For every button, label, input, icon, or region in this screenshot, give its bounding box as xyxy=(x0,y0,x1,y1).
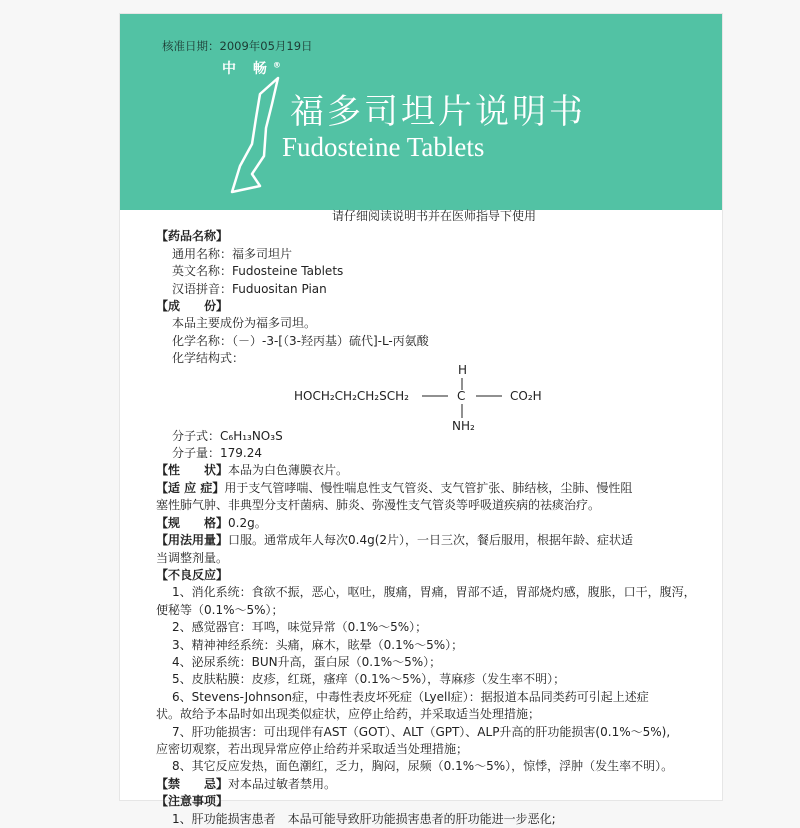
adverse-item: 2、感觉器官：耳鸣，味觉异常（0.1%～5%）； xyxy=(172,620,428,635)
dosage-text-1: 口服。通常成年人每次0.4g(2片），一日三次，餐后服用，根据年龄、症状适 xyxy=(228,533,634,548)
precaution-item: 1、肝功能损害患者 本品可能导致肝功能损害患者的肝功能进一步恶化; xyxy=(172,811,556,826)
heading-precautions: 【注意事项】 xyxy=(156,794,229,809)
structure-formula xyxy=(156,362,712,433)
adverse-item: 6、Stevens-Johnson症，中毒性表皮坏死症（Lyell症）：据报道本品同类药可引起上述症 xyxy=(172,689,649,704)
section-drug-name xyxy=(156,228,712,245)
heading-properties: 【性 状】 xyxy=(156,463,229,478)
header-band xyxy=(120,14,722,210)
struct-left-group: HOCH₂CH₂CH₂SCH₂ xyxy=(294,388,409,403)
struct-center-c: C xyxy=(457,388,466,403)
dosage-text-2: 当调整剂量。 xyxy=(156,550,229,565)
title-chinese: 福多司坦片说明书 xyxy=(290,92,586,132)
registered-mark: ® xyxy=(272,60,281,70)
pinyin-name: 汉语拼音：Fuduositan Pian xyxy=(172,281,327,296)
adverse-item: 3、精神神经系统：头痛，麻木，眩晕（0.1%～5%）； xyxy=(172,637,464,652)
section-properties xyxy=(156,462,712,479)
common-name: 通用名称：福多司坦片 xyxy=(172,246,293,261)
molecular-formula: 分子式：C₆H₁₃NO₃S xyxy=(172,428,283,443)
adverse-item: 5、皮肤粘膜：皮疹，红斑，瘙痒（0.1%～5%），荨麻疹（发生率不明）； xyxy=(172,672,566,687)
main-ingredient: 本品主要成份为福多司坦。 xyxy=(172,316,317,331)
indications-text-2: 塞性肺气肿、非典型分支杆菌病、肺炎、弥漫性支气管炎等呼吸道疾病的祛痰治疗。 xyxy=(156,498,601,513)
section-dosage xyxy=(156,532,712,549)
adverse-item: 应密切观察，若出现异常应停止给药并采取适当处理措施； xyxy=(156,741,469,756)
structure-label: 化学结构式： xyxy=(172,351,245,366)
section-adverse xyxy=(156,567,712,584)
chemical-name: 化学名称：（－）-3-[（3-羟丙基）硫代]-L-丙氨酸 xyxy=(172,333,429,348)
adverse-item: 4、泌尿系统：BUN升高，蛋白尿（0.1%～5%）； xyxy=(172,654,442,669)
spec-text: 0.2g。 xyxy=(228,515,267,530)
adverse-item: 1、消化系统：食欲不振，恶心，呕吐，腹痛，胃痛，胃部不适，胃部烧灼感，腹胀，口干，腹泻， xyxy=(172,585,696,600)
adverse-item: 7、肝功能损害：可出现伴有AST（GOT）、ALT（GPT）、ALP升高的肝功能损害(0.1%～5%), xyxy=(172,724,671,739)
section-composition xyxy=(156,298,712,315)
adverse-item: 8、其它反应发热，面色潮红，乏力，胸闷，尿频（0.1%～5%），惊悸，浮肿（发生率不明）。 xyxy=(172,759,674,774)
heading-contra: 【禁 忌】 xyxy=(156,776,229,791)
heading-spec: 【规 格】 xyxy=(156,515,229,530)
molecular-weight: 分子量：179.24 xyxy=(172,446,262,461)
struct-right-group: CO₂H xyxy=(510,388,542,403)
structure-diagram xyxy=(252,364,592,434)
struct-top-h: H xyxy=(458,362,468,377)
heading-dosage: 【用法用量】 xyxy=(156,533,229,548)
heading-indications: 【适 应 症】 xyxy=(156,480,225,495)
section-precautions xyxy=(156,793,712,810)
title-english: Fudosteine Tablets xyxy=(282,132,485,162)
section-indications xyxy=(156,480,712,497)
usage-notice: 请仔细阅读说明书并在医师指导下使用 xyxy=(331,209,536,223)
english-name: 英文名称：Fudosteine Tablets xyxy=(172,264,344,279)
section-contra xyxy=(156,776,712,793)
brand-name: 中 畅 xyxy=(222,61,273,77)
adverse-item: 状。故给予本品时如出现类似症状，应停止给药，并采取适当处理措施； xyxy=(156,707,541,722)
approval-date: 核准日期：2009年05月19日 xyxy=(162,39,313,53)
heading-adverse: 【不良反应】 xyxy=(156,567,229,582)
heading-drug-name: 【药品名称】 xyxy=(156,229,229,244)
section-spec xyxy=(156,515,712,532)
adverse-item: 便秘等（0.1%～5%）； xyxy=(156,602,284,617)
logo-swoosh-icon xyxy=(230,74,290,204)
properties-text: 本品为白色薄膜衣片。 xyxy=(228,463,349,478)
indications-text-1: 用于支气管哮喘、慢性喘息性支气管炎、支气管扩张、肺结核，尘肺、慢性阻 xyxy=(224,480,633,495)
struct-bottom-nh2: NH₂ xyxy=(452,418,475,433)
leaflet-page xyxy=(120,14,722,826)
heading-composition: 【成 份】 xyxy=(156,299,229,314)
document-body xyxy=(156,208,712,828)
contra-text: 对本品过敏者禁用。 xyxy=(228,776,337,791)
